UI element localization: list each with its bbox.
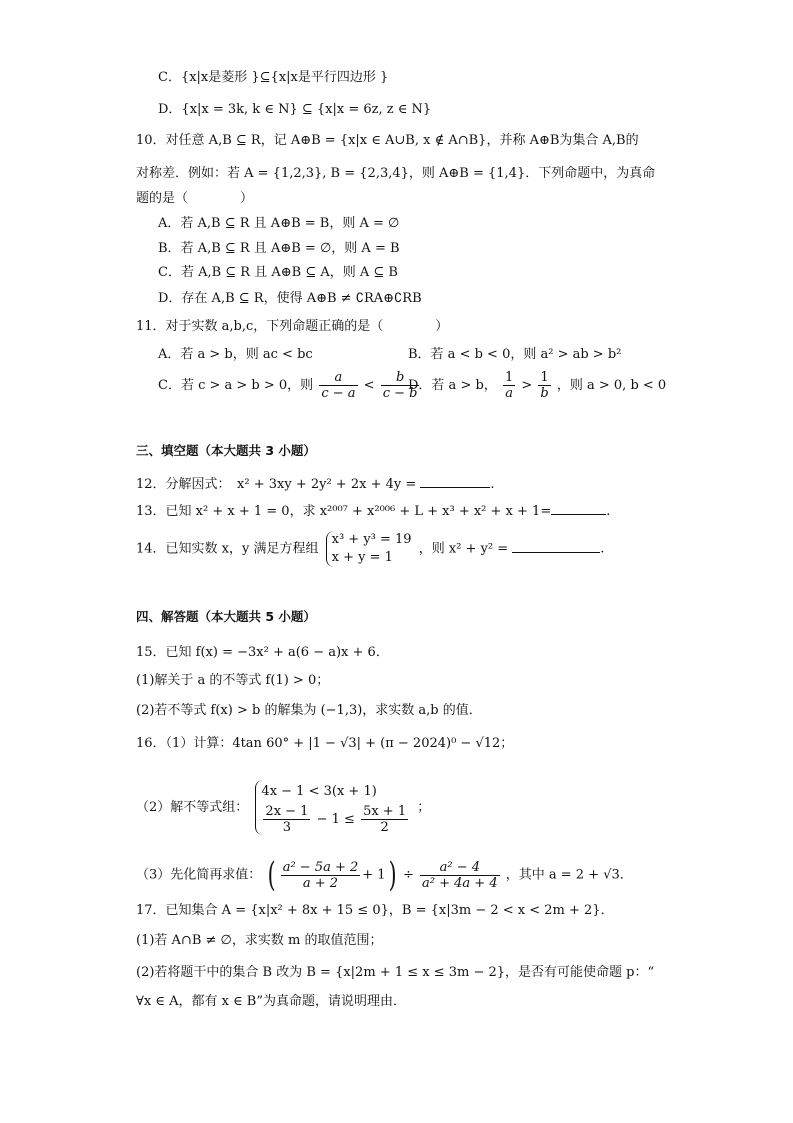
q11-c-num2: b: [381, 370, 420, 386]
q11-d-gt: >: [521, 378, 533, 393]
q13: [136, 502, 610, 522]
q14-equation-system: [326, 531, 412, 567]
q17-part2-line2: ∀x ∈ A，都有 x ∈ B”为真命题，请说明理由．: [136, 994, 407, 1009]
q16-ineq2-num1: 2x − 1: [265, 804, 309, 819]
q16-part3-fraction-2: [420, 860, 500, 891]
q16-ineq2-num2: 5x + 1: [363, 804, 407, 819]
q11-stem: 11．对于实数 a,b,c，下列命题正确的是（ ）: [136, 319, 449, 334]
q10-option-a: A．若 A,B ⊆ R 且 A⊕B = B，则 A = ∅: [158, 216, 400, 231]
q11-c-den2: c − b: [382, 386, 418, 401]
q13-text: 13．已知 x² + x + 1 = 0，求 x²⁰⁰⁷ + x²⁰⁰⁶ + L + x³ + x² + x + 1=: [136, 504, 552, 519]
q14-answer-blank[interactable]: [512, 552, 600, 553]
q16-part3-label: （3）先化简再求值：: [136, 867, 262, 883]
q11-c-den1: c − a: [321, 386, 356, 401]
q16-right-paren: ): [388, 855, 397, 895]
q16-ineq2-den2: 2: [380, 820, 389, 835]
q14-eq1: x³ + y³ = 19: [331, 532, 412, 547]
q16-p3-den1: a + 2: [302, 875, 339, 891]
q14-end: .: [600, 541, 605, 557]
q16-part2: [136, 780, 430, 835]
q11-option-b: B．若 a < b < 0，则 a² > ab > b²: [408, 347, 622, 362]
q10-option-c: C．若 A,B ⊆ R 且 A⊕B ⊆ A，则 A ⊆ B: [158, 265, 398, 280]
q16-inequality-system: [255, 780, 410, 835]
q11-d-num2: 1: [538, 370, 550, 386]
q11-option-d: [408, 370, 666, 401]
q16-part2-label: （2）解不等式组：: [136, 800, 249, 815]
section-3-heading: 三、填空题（本大题共 3 小题）: [136, 443, 316, 458]
q10-stem-line2: 对称差．例如：若 A = {1,2,3}, B = {2,3,4}，则 A⊕B = {1,4}．下列命题中，为真命: [136, 166, 656, 181]
q11-option-a: A．若 a > b，则 ac < bc: [158, 347, 313, 362]
q15-part2: (2)若不等式 f(x) > b 的解集为 (−1,3)，求实数 a,b 的值．: [136, 703, 482, 718]
q15-stem: 15．已知 f(x) = −3x² + a(6 − a)x + 6．: [136, 645, 389, 660]
q10-option-b: B．若 A,B ⊆ R 且 A⊕B = ∅，则 A = B: [158, 241, 400, 256]
q13-end: .: [606, 504, 611, 519]
q11-c-fraction-1: [319, 370, 357, 401]
q16-p3-num1: a² − 5a + 2: [282, 859, 359, 875]
q11-c-lt: <: [363, 378, 375, 393]
q11-d-suffix: ，则 a > 0, b < 0: [556, 378, 667, 393]
q16-part1: 16．（1）计算：4tan 60° + |1 − √3| + (π − 2024)⁰ − √12；: [136, 736, 514, 751]
q11-c-num1: a: [319, 370, 357, 386]
q16-left-paren: (: [268, 855, 277, 895]
q16-p3-den2: a² + 4a + 4: [422, 875, 498, 891]
q16-ineq2: [261, 804, 410, 835]
q11-d-fraction-1: [503, 370, 515, 401]
q17-part1: (1)若 A∩B ≠ ∅，求实数 m 的取值范围；: [136, 933, 383, 948]
q12-end: .: [490, 477, 495, 492]
q16-ineq2-den1: 3: [282, 820, 292, 835]
q11-d-num1: 1: [504, 370, 514, 385]
q10-option-d: D．存在 A,B ⊆ R，使得 A⊕B ≠ ∁RA⊕∁RB: [158, 291, 422, 306]
q16-part3: [136, 855, 633, 895]
q15-part1: (1)解关于 a 的不等式 f(1) > 0；: [136, 673, 330, 688]
q9-option-c: C．{x|x是菱形 }⊆{x|x是平行四边形 }: [158, 70, 389, 85]
q11-d-prefix: D．若 a > b，: [408, 378, 497, 393]
section-4-heading: 四、解答题（本大题共 5 小题）: [136, 609, 316, 624]
q11-d-fraction-2: [538, 370, 550, 401]
q9-option-d: D．{x|x = 3k, k ∈ N} ⊆ {x|x = 6z, z ∈ N}: [158, 102, 432, 117]
q11-c-prefix: C．若 c > a > b > 0，则: [158, 378, 314, 393]
q16-part3-suffix: ，其中 a = 2 + √3．: [505, 867, 633, 883]
q14: [136, 531, 604, 567]
q16-part2-end: ；: [417, 800, 431, 815]
q16-ineq1: 4x − 1 < 3(x + 1): [261, 784, 377, 799]
q12-text: 12．分解因式： x² + 3xy + 2y² + 2x + 4y =: [136, 477, 417, 492]
q14-prefix: 14．已知实数 x，y 满足方程组: [136, 541, 319, 557]
q16-p3-plus: + 1: [362, 867, 386, 883]
q10-stem-line1: 10．对任意 A,B ⊆ R，记 A⊕B = {x|x ∈ A∪B, x ∉ A∩B}，并称 A⊕B为集合 A,B的: [136, 133, 639, 148]
q11-d-den1: a: [505, 386, 513, 401]
q11-option-c: [158, 370, 421, 401]
q12: [136, 475, 495, 495]
q16-part3-fraction-1: [281, 860, 361, 891]
q16-p3-num2: a² − 4: [420, 860, 500, 876]
q11-d-den2: b: [540, 386, 549, 401]
q16-p3-div: ÷: [402, 867, 414, 883]
q16-ineq2-mid: − 1 ≤: [316, 812, 355, 827]
q13-answer-blank[interactable]: [551, 514, 606, 515]
q17-part2-line1: (2)若将题干中的集合 B 改为 B = {x|2m + 1 ≤ x ≤ 3m − 2}，是否有可能使命题 p：“: [136, 965, 655, 980]
q10-stem-line3: 题的是（ ）: [136, 191, 254, 206]
q14-suffix: ，则 x² + y² =: [418, 541, 509, 557]
q17-stem: 17．已知集合 A = {x|x² + 8x + 15 ≤ 0}，B = {x|3m − 2 < x < 2m + 2}．: [136, 903, 614, 918]
q12-answer-blank[interactable]: [420, 487, 490, 488]
q14-eq2: x + y = 1: [331, 550, 393, 565]
